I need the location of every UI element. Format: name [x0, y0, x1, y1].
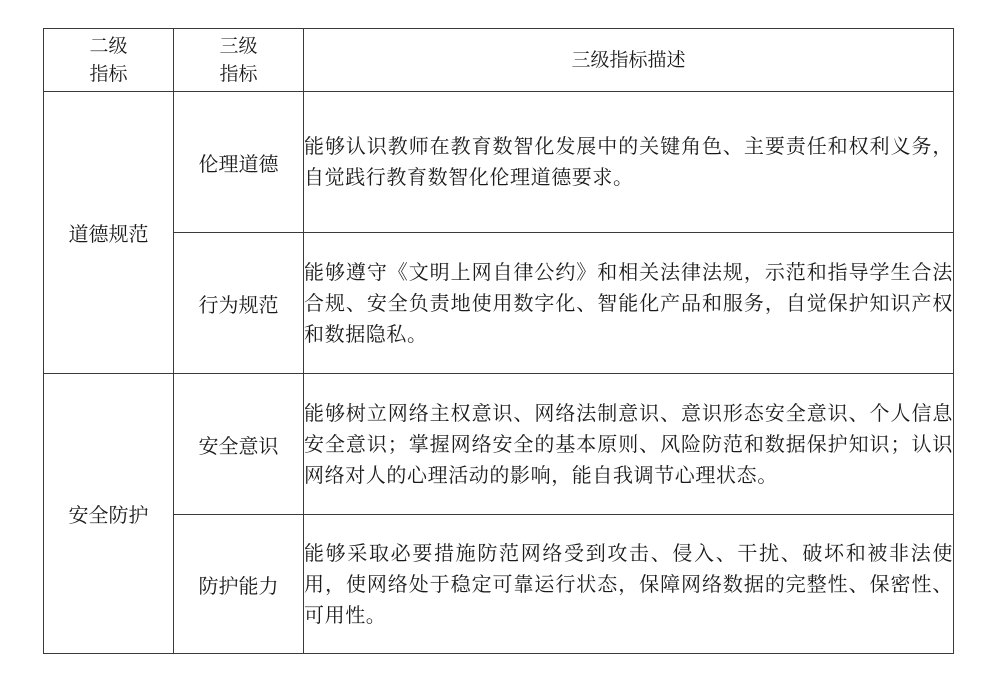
- level3-cell: 伦理道德: [174, 92, 304, 233]
- description-cell: 能够遵守《文明上网自律公约》和相关法律法规，示范和指导学生合法合规、安全负责地使用数字化、智能化产品和服务，自觉保护知识产权和数据隐私。: [304, 233, 954, 374]
- table-row: [44, 515, 954, 654]
- level3-cell: 行为规范: [174, 233, 304, 374]
- header-level2-line2: 指标: [89, 63, 128, 85]
- header-description: 三级指标描述: [304, 29, 954, 92]
- header-level2-indicator: [44, 29, 174, 92]
- table-row: [44, 233, 954, 374]
- header-level3-line1: 三级: [219, 35, 258, 57]
- table-header-row: [44, 29, 954, 92]
- table-row: [44, 92, 954, 233]
- header-level2-line1: 二级: [89, 35, 128, 57]
- level2-cell-security: 安全防护: [44, 374, 174, 654]
- description-cell: 能够采取必要措施防范网络受到攻击、侵入、干扰、破坏和被非法使用，使网络处于稳定可靠运行状态，保障网络数据的完整性、保密性、可用性。: [304, 515, 954, 654]
- header-level3-indicator: [174, 29, 304, 92]
- level3-cell: 安全意识: [174, 374, 304, 515]
- header-level3-line2: 指标: [219, 63, 258, 85]
- description-cell: 能够树立网络主权意识、网络法制意识、意识形态安全意识、个人信息安全意识；掌握网络安全的基本原则、风险防范和数据保护知识；认识网络对人的心理活动的影响，能自我调节心理状态。: [304, 374, 954, 515]
- level2-cell-ethics: 道德规范: [44, 92, 174, 374]
- description-cell: 能够认识教师在教育数智化发展中的关键角色、主要责任和权利义务，自觉践行教育数智化伦理道德要求。: [304, 92, 954, 233]
- level3-cell: 防护能力: [174, 515, 304, 654]
- table-row: [44, 374, 954, 515]
- indicator-table: [43, 28, 954, 654]
